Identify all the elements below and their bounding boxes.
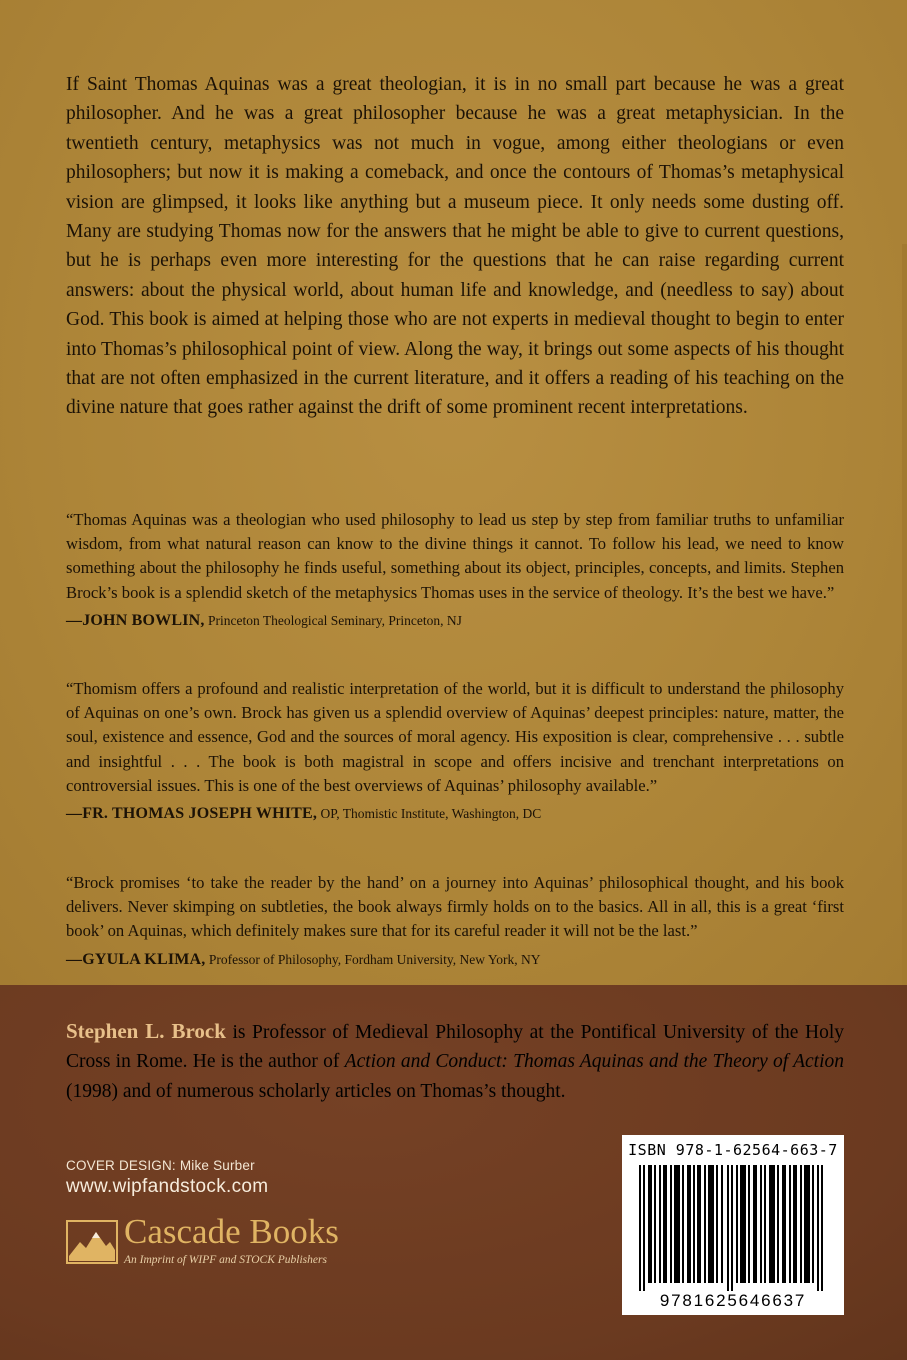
endorser-affiliation: Professor of Philosophy, Fordham University, New York, NY bbox=[205, 951, 541, 967]
author-bio bbox=[66, 1017, 844, 1106]
mountain-icon bbox=[66, 1220, 118, 1264]
endorsement-quote: “Thomism offers a profound and realistic interpretation of the world, but it is difficult to understand the philosophy of Aquinas on one’s own. Brock has given us a splendid overview of Aquinas’ deepest principles: nature, matter, the soul, existence and essence, God and the sources of moral agency. His exposition is clear, comprehensive . . . subtle and insightful . . . The book is both magistral in scope and offers incisive and trenchant interpretations on controversial issues. This is one of the best overviews of Aquinas’ philosophy available.” bbox=[66, 679, 844, 795]
endorser-affiliation: OP, Thomistic Institute, Washington, DC bbox=[317, 806, 542, 822]
book-title: Action and Conduct: Thomas Aquinas and the Theory of Action bbox=[344, 1051, 844, 1073]
barcode-number: 9781625646637 bbox=[659, 1291, 807, 1310]
publisher-imprint: An Imprint of WIPF and STOCK Publishers bbox=[124, 1254, 327, 1266]
bio-text: (1998) and of numerous scholarly articles on Thomas’s thought. bbox=[66, 1080, 566, 1102]
isbn-label: ISBN 978-1-62564-663-7 bbox=[628, 1141, 838, 1159]
publisher-name: Cascade Books bbox=[124, 1212, 339, 1251]
endorsement-quote: “Brock promises ‘to take the reader by the hand’ on a journey into Aquinas’ philosophical thought, and his book delivers. Never skimping on subtleties, the book always firmly holds on to the basics. All in all, this is a great ‘first book’ on Aquinas, which definitely makes sure that for its careful reader it will not be the last.” bbox=[66, 873, 844, 941]
endorsement bbox=[66, 677, 844, 823]
barcode-icon bbox=[629, 1165, 837, 1291]
endorser-affiliation: Princeton Theological Seminary, Princeton, NJ bbox=[204, 612, 462, 628]
endorsement bbox=[66, 871, 844, 969]
edge-stripe bbox=[902, 244, 907, 985]
endorsement-attribution bbox=[66, 805, 844, 823]
endorser-name: —GYULA KLIMA, bbox=[66, 950, 206, 968]
cover-design-credit: COVER DESIGN: Mike Surber bbox=[66, 1158, 255, 1173]
bio-text: is Professor of Medieval Philosophy at the Pontifical University of the Holy Cross in Rome. He is the author of bbox=[66, 1022, 844, 1073]
endorsement-attribution bbox=[66, 951, 844, 969]
endorsement-quote: “Thomas Aquinas was a theologian who used philosophy to lead us step by step from familiar truths to unfamiliar wisdom, from what natural reason can know to the divine things it cannot. To follow his lead, we need to know something about the philosophy he finds useful, something about its object, principles, concepts, and limits. Stephen Brock’s book is a splendid sketch of the metaphysics Thomas uses in the service of theology. It’s the best we have.” bbox=[66, 510, 844, 602]
endorsement-attribution bbox=[66, 612, 844, 630]
book-description: If Saint Thomas Aquinas was a great theologian, it is in no small part because he was a great philosopher. And he was a great philosopher because he was a great metaphysician. In the twentieth century, metaphysics was not much in vogue, among either theologians or even philosophers; but now it is making a comeback, and once the contours of Thomas’s metaphysical vision are glimpsed, it looks like anything but a museum piece. It only needs some dusting off. Many are studying Thomas now for the answers that he might be able to give to current questions, but he is perhaps even more interesting for the questions that he can raise regarding current answers: about the physical world, about human life and knowledge, and (needless to say) about God. This book is aimed at helping those who are not experts in medieval thought to begin to enter into Thomas’s philosophical point of view. Along the way, it brings out some aspects of his thought that are not often emphasized in the current literature, and it offers a reading of his teaching on the divine nature that goes rather against the drift of some prominent recent interpretations. bbox=[66, 74, 844, 419]
isbn-barcode bbox=[622, 1135, 844, 1315]
author-name: Stephen L. Brock bbox=[66, 1019, 226, 1043]
endorsement bbox=[66, 508, 844, 630]
endorser-name: —FR. THOMAS JOSEPH WHITE, bbox=[66, 805, 318, 823]
publisher-website[interactable]: www.wipfandstock.com bbox=[66, 1176, 269, 1197]
endorser-name: —JOHN BOWLIN, bbox=[66, 611, 205, 629]
publisher-logo bbox=[66, 1212, 396, 1276]
